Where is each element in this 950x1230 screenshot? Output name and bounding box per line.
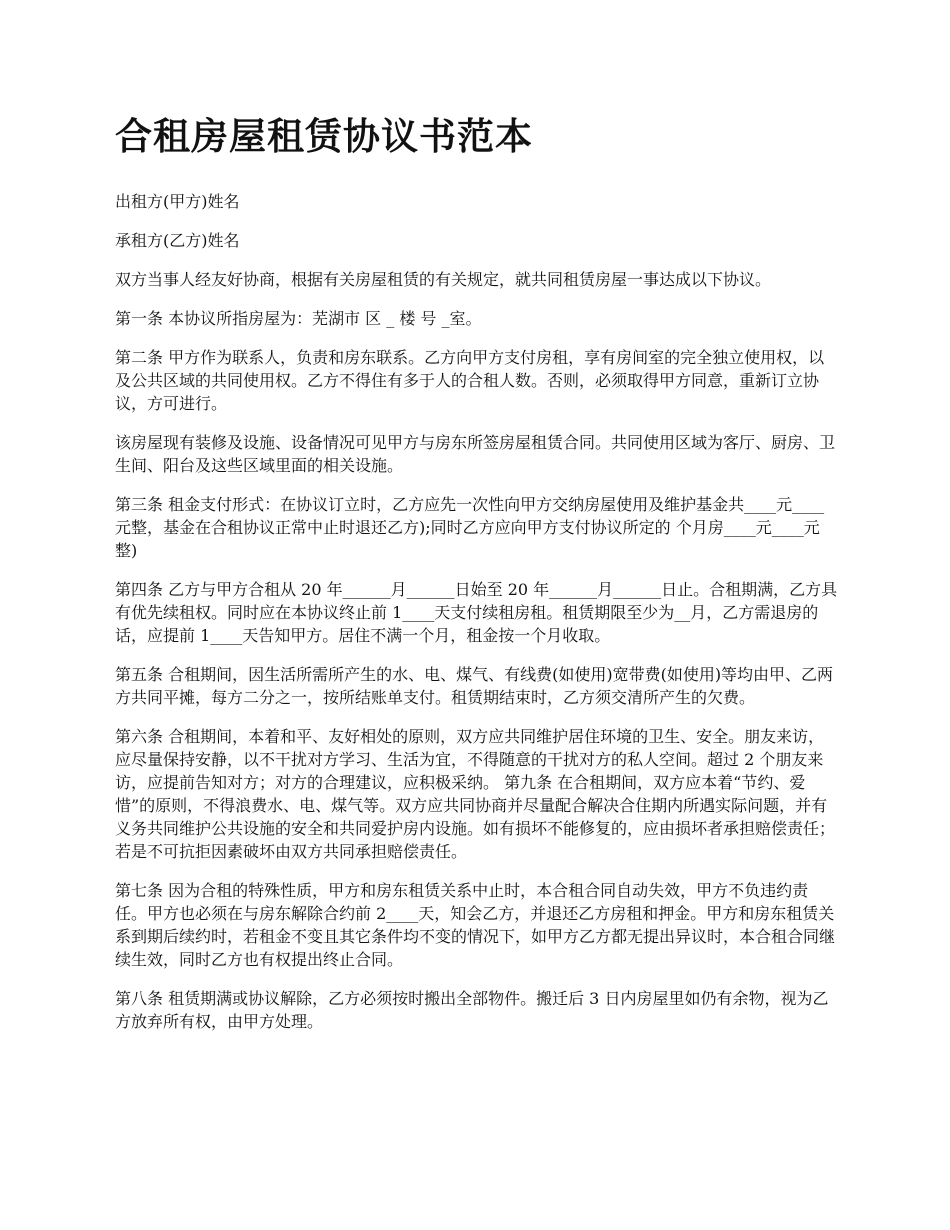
document-title: 合租房屋租赁协议书范本 [115,114,533,158]
lessor-name-line: 出租方(甲方)姓名 [115,192,240,211]
article-5: 第五条 合租期间，因生活所需所产生的水、电、煤气、有线费(如使用)宽带费(如使用)等均由甲、乙两方共同平摊，每方二分之一，按所结账单支付。租赁期结束时，乙方须交清所产生的欠费。 [115,665,834,707]
facilities-paragraph: 该房屋现有装修及设施、设备情况可见甲方与房东所签房屋租赁合同。共同使用区域为客厅、厨房、卫生间、阳台及这些区域里面的相关设施。 [115,433,836,475]
article-8: 第八条 租赁期满或协议解除，乙方必须按时搬出全部物件。搬迁后 3 日内房屋里如仍有余物，视为乙方放弃所有权，由甲方处理。 [115,989,829,1031]
article-1: 第一条 本协议所指房屋为：芜湖市 区 _ 楼 号 _室。 [115,309,482,328]
agreement-preamble: 双方当事人经友好协商，根据有关房屋租赁的有关规定，就共同租赁房屋一事达成以下协议。 [115,270,772,289]
lessee-name-line: 承租方(乙方)姓名 [115,231,240,250]
article-4: 第四条 乙方与甲方合租从 20 年______月______日始至 20 年______月______日止。合租期满，乙方具有优先续租权。同时应在本协议终止前 1____天支付续租房租。租赁期限至少为__月，乙方需退房的话，应提前 1____天告知甲方。居住不满一个月，租金按一个月收取。 [115,580,838,645]
document-page [115,112,840,1049]
article-7: 第七条 因为合租的特殊性质，甲方和房东租赁关系中止时，本合租合同自动失效，甲方不负违约责任。甲方也必须在与房东解除合约前 2____天，知会乙方，并退还乙方房租和押金。甲方和房东租赁关系到期后续约时，若租金不变且其它条件均不变的情况下，如甲方乙方都无提出异议时，本合租合同继续生效，同时乙方也有权提出终止合同。 [115,881,836,969]
article-6: 第六条 合租期间，本着和平、友好相处的原则，双方应共同维护居住环境的卫生、安全。朋友来访，应尽量保持安静，以不干扰对方学习、生活为宜，不得随意的干扰对方的私人空间。超过 2 个朋友来访，应提前告知对方；对方的合理建议，应积极采纳。 第九条 在合租期间，双方应本着“节约、爱惜”的原则，不得浪费水、电、煤气等。双方应共同协商并尽量配合解决合住期内所遇实际问题，并有义务共同维护公共设施的安全和共同爱护房内设施。如有损坏不能修复的，应由损坏者承担赔偿责任；若是不可抗拒因素破坏由双方共同承担赔偿责任。 [115,727,836,861]
article-2: 第二条 甲方作为联系人，负责和房东联系。乙方向甲方支付房租，享有房间室的完全独立使用权，以及公共区域的共同使用权。乙方不得住有多于人的合租人数。否则，必须取得甲方同意，重新订立协议，方可进行。 [115,348,825,413]
article-3: 第三条 租金支付形式：在协议订立时，乙方应先一次性向甲方交纳房屋使用及维护基金共____元____元整，基金在合租协议正常中止时退还乙方);同时乙方应向甲方支付协议所定的 个月房____元____元整) [115,495,825,560]
